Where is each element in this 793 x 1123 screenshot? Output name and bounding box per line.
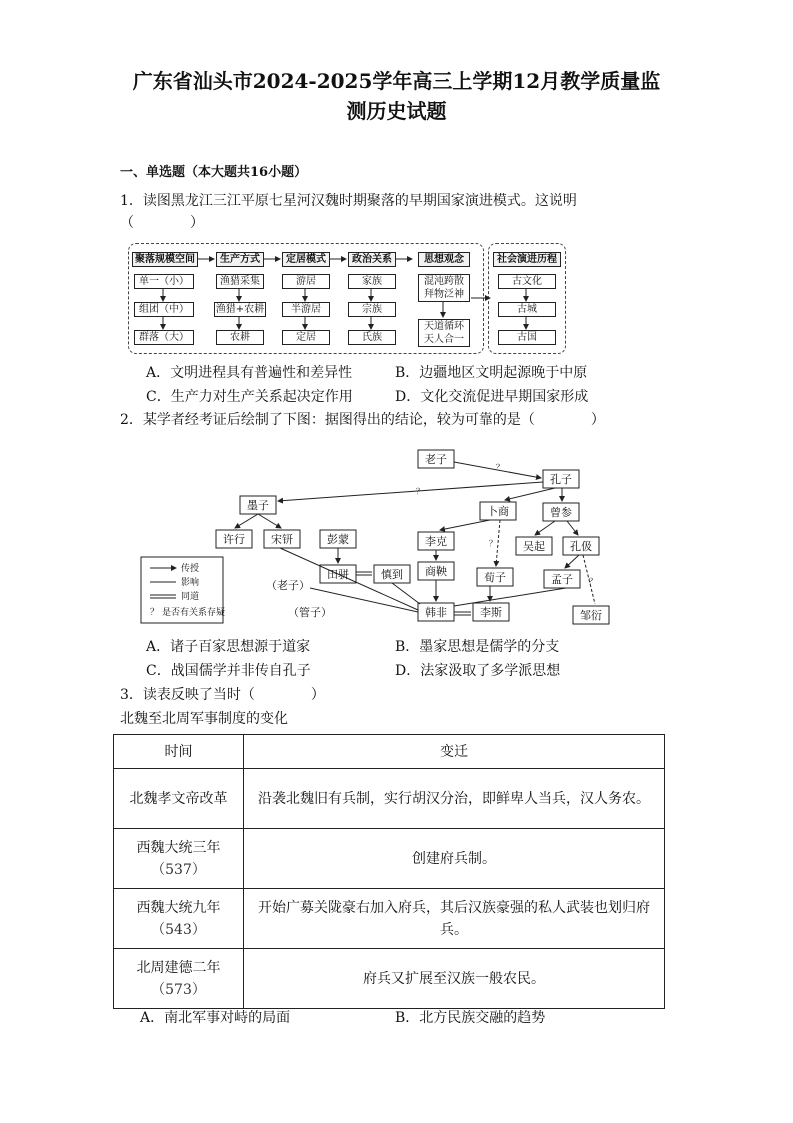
q1-node: 农耕 — [216, 330, 264, 345]
table-row — [114, 769, 665, 829]
table-cell-time — [114, 829, 244, 889]
q2-legend-doubtful: 是否有关系存疑 — [162, 608, 226, 618]
table-row — [114, 949, 665, 1009]
time-text: 西魏大统九年 — [136, 899, 221, 916]
table-header-time: 时间 — [114, 735, 244, 769]
q2-node-likui: 李克 — [425, 535, 447, 548]
table-header-change: 变迁 — [244, 735, 665, 769]
q2-node-lisi: 李斯 — [480, 606, 502, 619]
q2-legend-transmit: 传授 — [181, 564, 200, 574]
q1-header-residence: 定居模式 — [282, 252, 330, 267]
q2-legend-same-path: 同道 — [181, 592, 200, 602]
table-cell-time — [114, 949, 244, 1009]
q1-node: 群落（大） — [134, 330, 194, 345]
q2-node-laozi-paren: （老子） — [266, 579, 310, 592]
time-text: 北魏孝文帝改革 — [129, 790, 228, 807]
page-title-line2: 测历史试题 — [346, 99, 447, 123]
q1-node: 渔猎+农耕 — [215, 304, 265, 315]
time-text: 西魏大统三年 — [136, 839, 221, 856]
q1-node: 古文化 — [498, 274, 556, 289]
q2-node-zouyan: 邹衍 — [580, 609, 602, 622]
section-heading: 一、单选题（本大题共16小题） — [120, 165, 308, 180]
q1-node-text: 天人合一 — [424, 334, 464, 345]
q1-node-thought-2 — [418, 319, 470, 347]
table-cell-time — [114, 889, 244, 949]
q2-option-d[interactable]: D．法家汲取了多学派思想 — [395, 663, 561, 679]
q2-option-b[interactable]: B．墨家思想是儒学的分支 — [395, 639, 560, 655]
q2-node-kongji: 孔伋 — [570, 540, 592, 553]
q1-node: 氏族 — [348, 330, 396, 345]
page-title-line1: 广东省汕头市2024-2025学年高三上学期12月教学质量监 — [132, 69, 661, 93]
q2-question-mark: ？ — [416, 487, 424, 496]
q2-node-shangyang: 商鞅 — [425, 565, 447, 578]
q1-node: 游居 — [282, 274, 330, 289]
q2-option-c[interactable]: C．战国儒学并非传自孔子 — [146, 663, 311, 679]
q2-node-pengmeng: 彭蒙 — [327, 533, 349, 546]
q1-option-b[interactable]: B．边疆地区文明起源晚于中原 — [395, 365, 588, 381]
q3-stem: 3．读表反映了当时（ ） — [120, 687, 325, 703]
table-cell-time — [114, 769, 244, 829]
q2-node-xuxing: 许行 — [223, 533, 245, 546]
q2-node-songjian: 宋钘 — [271, 533, 293, 546]
q3-table — [113, 734, 665, 1009]
q1-node: 古国 — [498, 330, 556, 345]
q2-node-mozi: 墨子 — [247, 499, 269, 512]
time-text: 北周建德二年 — [136, 959, 221, 976]
q2-question-mark: ？ — [489, 539, 497, 548]
q2-node-bushang: 卜商 — [487, 505, 509, 518]
q1-node: 组团（中） — [134, 302, 194, 317]
q1-header-thought: 思想观念 — [418, 252, 470, 267]
q1-header-politics: 政治关系 — [348, 252, 396, 267]
q1-node-text: 混沌跨散 — [424, 276, 464, 287]
q3-table-caption: 北魏至北周军事制度的变化 — [120, 711, 288, 727]
q2-node-zengshen: 曾参 — [550, 506, 572, 519]
q2-stem: 2．某学者经考证后绘制了下图：据图得出的结论，较为可靠的是（ ） — [120, 412, 605, 428]
q2-legend-influence: 影响 — [181, 578, 200, 588]
q2-node-xunzi: 荀子 — [484, 571, 506, 584]
q1-node: 古城 — [498, 302, 556, 317]
q1-node: 定居 — [282, 330, 330, 345]
q1-header-settlement: 聚落规模空间 — [132, 252, 198, 267]
q1-node: 宗族 — [348, 302, 396, 317]
table-cell-change: 创建府兵制。 — [244, 829, 665, 889]
q2-node-shendao: 慎到 — [381, 568, 403, 581]
q2-node-kongzi: 孔子 — [550, 473, 572, 486]
q1-header-society: 社会演进历程 — [493, 252, 561, 267]
year-text: （543） — [151, 921, 206, 938]
q1-diagram — [128, 243, 565, 354]
q1-node-text: 拜物泛神 — [424, 289, 464, 300]
year-text: （573） — [151, 981, 206, 998]
q2-node-wuqi: 吴起 — [523, 540, 545, 553]
q3-option-a[interactable]: A．南北军事对峙的局面 — [140, 1010, 291, 1026]
table-row — [114, 889, 665, 949]
q2-node-guanzi-paren: （管子） — [288, 606, 332, 619]
q1-node: 渔猎采集 — [216, 274, 264, 289]
q1-node: 家族 — [348, 274, 396, 289]
q1-option-c[interactable]: C．生产力对生产关系起决定作用 — [146, 389, 353, 405]
q1-answer-paren: （ ） — [120, 215, 204, 231]
table-cell-change: 沿袭北魏旧有兵制，实行胡汉分治，即鲜卑人当兵，汉人务农。 — [244, 769, 665, 829]
q1-node: 半游居 — [282, 302, 330, 317]
q1-node-text: 天道循环 — [424, 321, 464, 332]
table-cell-change: 府兵又扩展至汉族一般农民。 — [244, 949, 665, 1009]
q2-legend-question-mark: ？ — [150, 608, 160, 618]
q1-node-thought-1 — [418, 274, 470, 302]
q1-option-d[interactable]: D．文化交流促进早期国家形成 — [395, 389, 589, 405]
q1-node: 单一（小） — [134, 274, 194, 289]
table-row — [114, 829, 665, 889]
q1-option-a[interactable]: A．文明进程具有普遍性和差异性 — [146, 365, 353, 381]
q2-question-mark: ？ — [496, 463, 504, 472]
q3-option-b[interactable]: B．北方民族交融的趋势 — [395, 1010, 546, 1026]
q2-option-a[interactable]: A．诸子百家思想源于道家 — [146, 639, 311, 655]
q1-stem: 1．读图黑龙江三江平原七星河汉魏时期聚落的早期国家演进模式。这说明 — [120, 193, 577, 209]
q2-node-tianpian: 田骈 — [327, 568, 349, 581]
q1-header-production: 生产方式 — [216, 252, 264, 267]
q2-diagram — [135, 440, 620, 630]
year-text: （537） — [151, 861, 206, 878]
table-cell-change: 开始广募关陇豪右加入府兵，其后汉族豪强的私人武装也划归府兵。 — [244, 889, 665, 949]
q2-node-laozi: 老子 — [425, 453, 447, 466]
q2-question-mark: ？ — [589, 577, 597, 586]
q2-node-mengzi: 孟子 — [551, 573, 573, 586]
q2-node-hanfei: 韩非 — [425, 606, 447, 619]
